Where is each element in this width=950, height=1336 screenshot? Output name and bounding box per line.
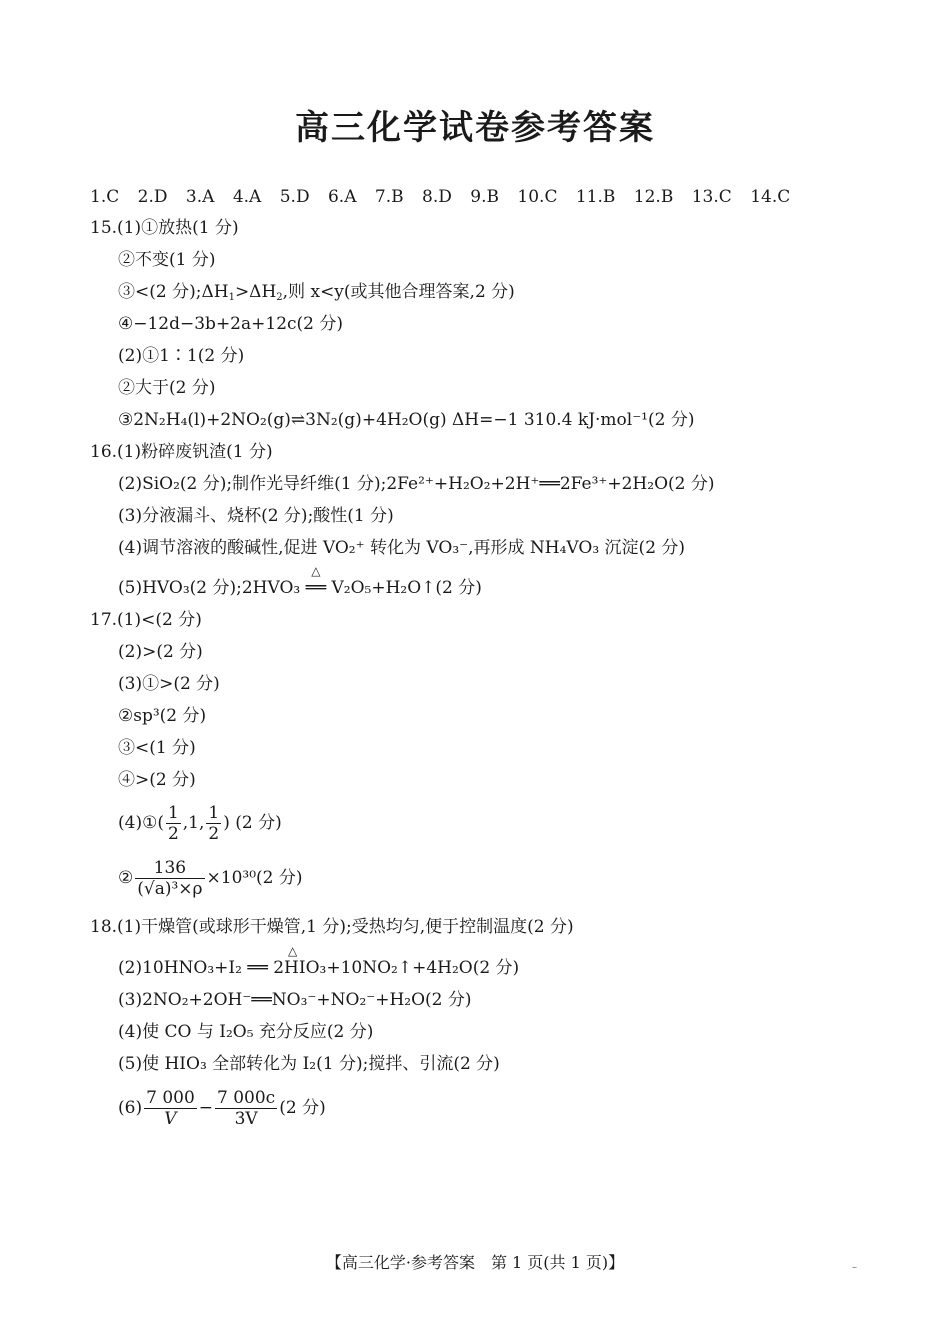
equals-arrow: ══ (305, 578, 327, 598)
denominator: V (164, 1109, 177, 1129)
q18-part6 (118, 1086, 326, 1130)
q15-part1-3-post: ,则 x<y(或其他合理答案,2 分) (282, 282, 515, 302)
heat-label (118, 944, 520, 979)
q15-part1-3-pre: ③<(2 分);ΔH (118, 282, 229, 302)
page-footer: 【高三化学·参考答案 第 1 页(共 1 页)】 (325, 1253, 625, 1272)
fraction (215, 1088, 277, 1129)
q17-part3-4: ④>(2 分) (118, 770, 196, 790)
q18-part2 (118, 944, 520, 979)
q18-part3: (3)2NO₂+2OH⁻══NO₃⁻+NO₂⁻+H₂O(2 分) (118, 990, 472, 1010)
q15-part1-3-mid: >ΔH (234, 282, 277, 302)
q15-part2-1: (2)①1∶1(2 分) (118, 346, 245, 366)
mcq-answer: 10.C (517, 187, 558, 207)
mcq-answer: 12.B (633, 187, 674, 207)
q16-part2: (2)SiO₂(2 分);制作光导纤维(1 分);2Fe²⁺+H₂O₂+2H⁺══2Fe³⁺+2H₂O(2 分) (118, 474, 715, 494)
heat-arrow (305, 564, 327, 599)
q15-part1-1: 15.(1)①放热(1 分) (90, 218, 239, 238)
heat-symbol: △ (288, 944, 298, 958)
q16-part4: (4)调节溶液的酸碱性,促进 VO₂⁺ 转化为 VO₃⁻,再形成 NH₄VO₃ 沉淀(2 分) (118, 538, 686, 558)
q17-part4-1-mid: ,1, (182, 813, 205, 833)
fraction (206, 803, 221, 844)
mcq-answer: 3.A (185, 187, 215, 207)
q16-part5-pre: (5)HVO₃(2 分);2HVO₃ (118, 578, 306, 598)
mcq-answer: 14.C (750, 187, 791, 207)
q17-part4-1 (118, 801, 282, 845)
numerator: 7 000 (146, 1088, 195, 1108)
q17-part3-2: ②sp³(2 分) (118, 706, 207, 726)
mcq-answer: 2.D (137, 187, 168, 207)
q18-part5: (5)使 HIO₃ 全部转化为 I₂(1 分);搅拌、引流(2 分) (118, 1054, 500, 1074)
q15-part1-4: ④−12d−3b+2a+12c(2 分) (118, 314, 344, 334)
q18-part2-text: (2)10HNO₃+I₂ ══ 2HIO₃+10NO₂↑+4H₂O(2 分) (118, 958, 520, 978)
denominator: 3V (234, 1109, 258, 1129)
mcq-answer: 1.C (90, 187, 120, 207)
q15-part2-3: ③2N₂H₄(l)+2NO₂(g)⇌3N₂(g)+4H₂O(g) ΔH=−1 310.4 kJ·mol⁻¹(2 分) (118, 410, 695, 430)
page-title: 高三化学试卷参考答案 (295, 108, 655, 148)
mcq-answer: 13.C (691, 187, 732, 207)
q18-part6-pre: (6) (118, 1098, 143, 1118)
mcq-answer: 7.B (374, 187, 404, 207)
q17-part4-1-post: ) (2 分) (223, 813, 282, 833)
corner-mark: – (852, 1262, 857, 1273)
mcq-answer: 11.B (575, 187, 616, 207)
mcq-answer: 4.A (232, 187, 262, 207)
q15-part1-2: ②不变(1 分) (118, 250, 216, 270)
denominator: 2 (167, 824, 179, 844)
q17-part1: 17.(1)<(2 分) (90, 610, 202, 630)
q15-part1-3: ③<(2 分)$;\Delta H_1>\Delta H_2$,则 x<y(或其他合理答案,2 分) (118, 282, 515, 303)
fraction (166, 803, 181, 844)
mcq-answer: 5.D (279, 187, 310, 207)
q18-part6-post: (2 分) (279, 1098, 326, 1118)
heat-symbol: △ (311, 564, 321, 578)
fraction (144, 1088, 197, 1129)
q17-part4-2-pre: ② (118, 868, 134, 888)
q17-part4-2 (118, 856, 303, 900)
numerator: 1 (208, 803, 220, 823)
mcq-answer: 6.A (327, 187, 357, 207)
q15-part2-2: ②大于(2 分) (118, 378, 216, 398)
numerator: 1 (167, 803, 179, 823)
mcq-answer: 9.B (470, 187, 499, 207)
numerator: 136 (135, 858, 204, 879)
denominator: 2 (208, 824, 220, 844)
q16-part5-post: V₂O₅+H₂O↑(2 分) (326, 578, 482, 598)
q17-part4-2-post: ×10³⁰(2 分) (206, 868, 303, 888)
q16-part3: (3)分液漏斗、烧杯(2 分);酸性(1 分) (118, 506, 394, 526)
mcq-answer: 8.D (422, 187, 452, 207)
numerator: 7 000c (217, 1088, 276, 1108)
q18-part1: 18.(1)干燥管(或球形干燥管,1 分);受热均匀,便于控制温度(2 分) (90, 917, 574, 937)
q18-part4: (4)使 CO 与 I₂O₅ 充分反应(2 分) (118, 1022, 374, 1042)
q17-part3-1: (3)①>(2 分) (118, 674, 220, 694)
q17-part4-1-pre: (4)①( (118, 813, 164, 833)
q16-part5 (118, 564, 482, 599)
denominator: (√a)³×ρ (137, 879, 203, 899)
q17-part2: (2)>(2 分) (118, 642, 203, 662)
fraction (135, 858, 204, 899)
multiple-choice-answers (90, 186, 803, 208)
q17-part3-3: ③<(1 分) (118, 738, 196, 758)
q16-part1: 16.(1)粉碎废钒渣(1 分) (90, 442, 273, 462)
minus-sign: − (198, 1098, 214, 1118)
